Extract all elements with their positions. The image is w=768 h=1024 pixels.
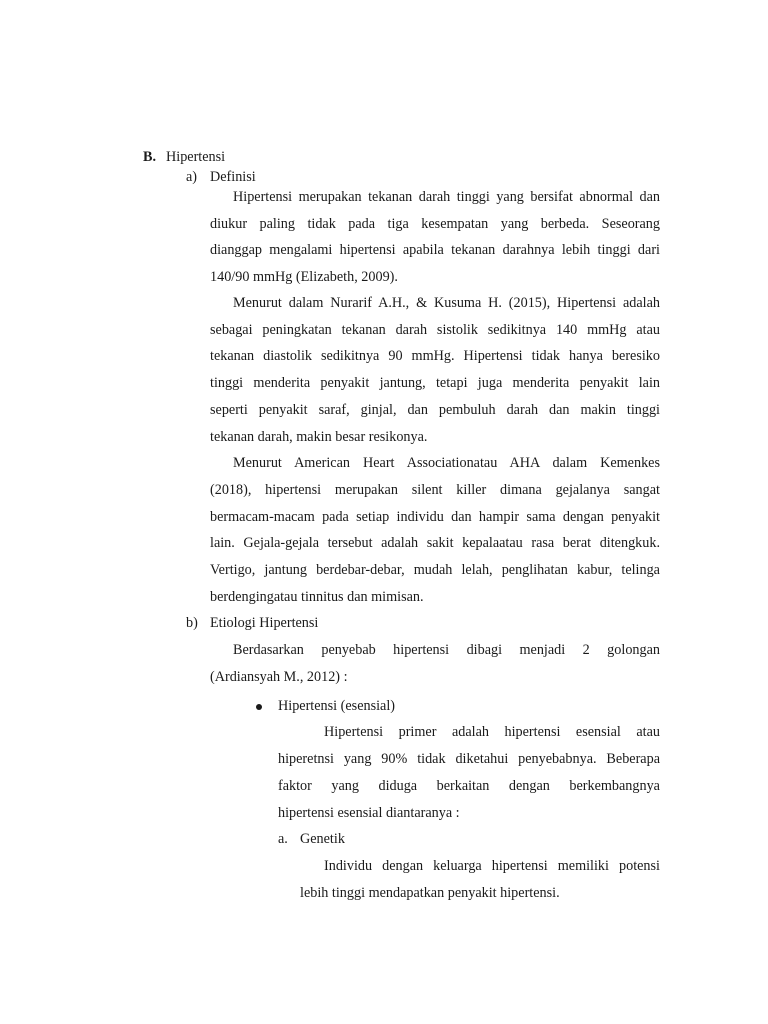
paragraph-line: dianggap mengalami hipertensi apabila tekanan darahnya lebih tinggi dari	[210, 242, 660, 258]
paragraph-line: 140/90 mmHg (Elizabeth, 2009).	[210, 269, 398, 285]
subsection-title: Definisi	[210, 169, 256, 185]
paragraph-line: hiperetnsi yang 90% tidak diketahui penyebabnya. Beberapa	[278, 751, 660, 767]
subsection-title: Etiologi Hipertensi	[210, 615, 319, 631]
paragraph-line: sebagai peningkatan tekanan darah sistolik sedikitnya 140 mmHg atau	[210, 322, 660, 338]
subsection-marker: b)	[186, 615, 198, 631]
subsection-marker: a)	[186, 169, 198, 185]
paragraph-line: Menurut dalam Nurarif A.H., & Kusuma H. (2015), Hipertensi adalah	[233, 295, 660, 311]
paragraph-line: (2018), hipertensi merupakan silent killer dimana gejalanya sangat	[210, 482, 660, 498]
paragraph-line: lain. Gejala-gejala tersebut adalah sakit kepalaatau rasa berat ditengkuk.	[210, 535, 660, 551]
paragraph-line: faktor yang diduga berkaitan dengan berkembangnya	[278, 778, 660, 794]
paragraph-line: Hipertensi merupakan tekanan darah tinggi yang bersifat abnormal dan	[233, 189, 660, 205]
list-item-marker: a.	[278, 831, 288, 847]
paragraph-line: seperti penyakit saraf, ginjal, dan pembuluh darah dan makin tinggi	[210, 402, 660, 418]
paragraph-line: Individu dengan keluarga hipertensi memiliki potensi	[324, 858, 660, 874]
paragraph-line: lebih tinggi mendapatkan penyakit hipertensi.	[300, 885, 560, 901]
bullet-title: Hipertensi (esensial)	[278, 698, 396, 714]
paragraph-line: Hipertensi primer adalah hipertensi esensial atau	[324, 724, 660, 740]
paragraph-line: Menurut American Heart Associationatau AHA dalam Kemenkes	[233, 455, 660, 471]
paragraph-line: berdengingatau tinnitus dan mimisan.	[210, 589, 424, 605]
paragraph-line: tinggi menderita penyakit jantung, tetapi juga menderita penyakit lain	[210, 375, 660, 391]
section-title: Hipertensi	[166, 149, 226, 165]
paragraph-line: diukur paling tidak pada tiga kesempatan yang berbeda. Seseorang	[210, 216, 660, 232]
section-label: B.	[143, 149, 157, 165]
paragraph-line: Vertigo, jantung berdebar-debar, mudah lelah, penglihatan kabur, telinga	[210, 562, 660, 578]
paragraph-line: hipertensi esensial diantaranya :	[278, 805, 460, 821]
paragraph-line: Berdasarkan penyebab hipertensi dibagi menjadi 2 golongan	[233, 642, 660, 658]
paragraph-line: tekanan diastolik sedikitnya 90 mmHg. Hipertensi tidak hanya beresiko	[210, 348, 660, 364]
bullet-icon	[256, 704, 262, 710]
paragraph-line: bermacam-macam pada setiap individu dan hampir sama dengan penyakit	[210, 509, 660, 525]
paragraph-line: tekanan darah, makin besar resikonya.	[210, 429, 428, 445]
list-item-title: Genetik	[300, 831, 345, 847]
paragraph-line: (Ardiansyah M., 2012) :	[210, 669, 348, 685]
